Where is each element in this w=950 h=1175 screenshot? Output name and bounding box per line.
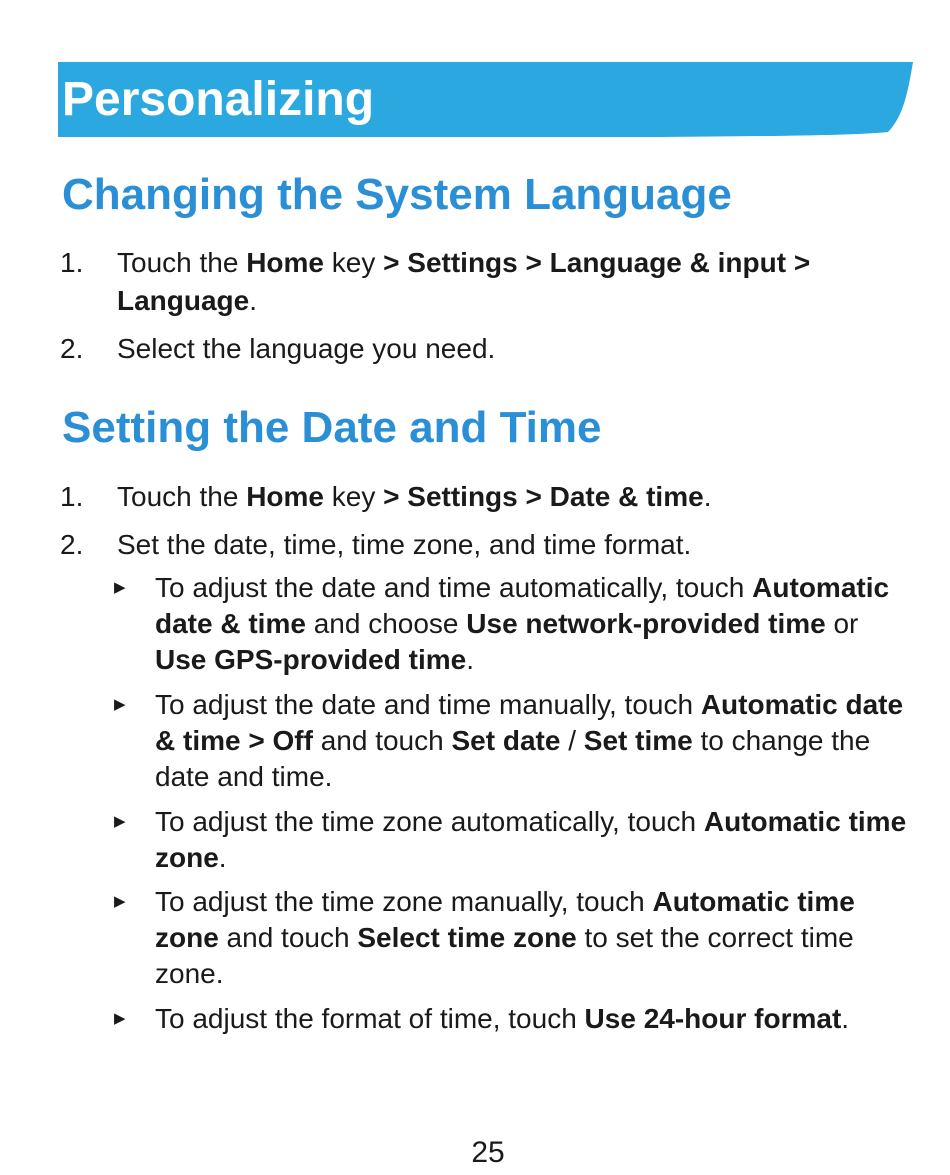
step-item	[60, 330, 890, 368]
bullet-text: To adjust the time zone automatically, touch Automatic time zone.	[155, 806, 907, 873]
bullet-item	[110, 1001, 910, 1037]
bullet-item	[110, 884, 910, 992]
step-number: 1.	[60, 481, 84, 512]
step-item	[60, 244, 890, 320]
bullet-arrow-icon: ▶	[114, 579, 126, 596]
step-text: Touch the Home key > Settings > Language & input > Language.	[117, 247, 811, 316]
step-text: Set the date, time, time zone, and time format.	[117, 529, 692, 560]
step-item	[60, 478, 890, 516]
chapter-title: Personalizing	[62, 73, 375, 126]
step-text: Select the language you need.	[117, 333, 496, 364]
bullet-text: To adjust the date and time manually, touch Automatic date & time > Off and touch Set date / Set time to change the date and time.	[155, 689, 904, 792]
bullet-item	[110, 570, 910, 678]
bullet-arrow-icon: ▶	[114, 1010, 126, 1027]
bullet-arrow-icon: ▶	[114, 696, 126, 713]
step-text: Touch the Home key > Settings > Date & time.	[117, 481, 712, 512]
step-number: 2.	[60, 333, 84, 364]
section-title-system-language: Changing the System Language	[62, 170, 732, 219]
bullet-text: To adjust the format of time, touch Use 24-hour format.	[155, 1003, 850, 1034]
bullet-arrow-icon: ▶	[114, 893, 126, 910]
bullet-text: To adjust the date and time automatically, touch Automatic date & time and choose Use network-provided time or Use GPS-provided time.	[155, 572, 890, 675]
page-number: 25	[471, 1136, 505, 1169]
section-title-date-time: Setting the Date and Time	[62, 403, 602, 452]
bullet-text: To adjust the time zone manually, touch Automatic time zone and touch Select time zone to set the correct time zone.	[155, 886, 855, 989]
step-number: 1.	[60, 247, 84, 278]
bullet-item	[110, 804, 910, 876]
bullet-item	[110, 687, 910, 795]
chapter-banner	[58, 62, 914, 140]
step-item	[60, 526, 890, 564]
bullet-arrow-icon: ▶	[114, 813, 126, 830]
step-number: 2.	[60, 529, 84, 560]
